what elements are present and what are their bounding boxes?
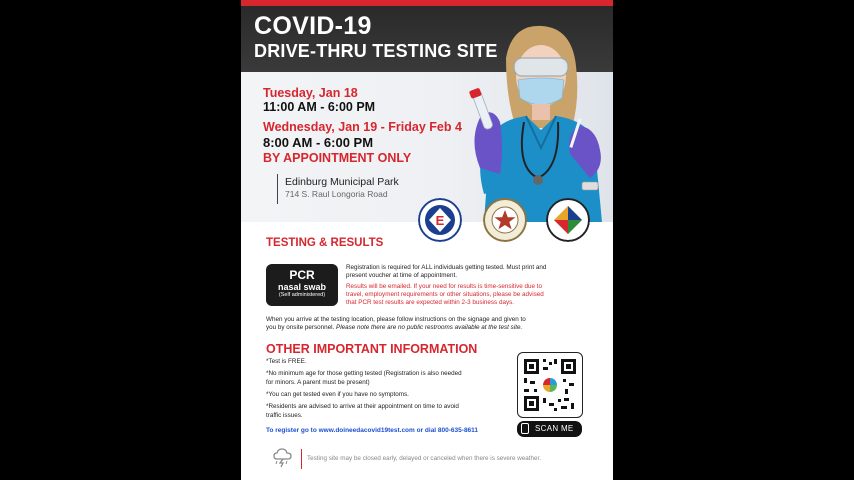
qr-code[interactable] (517, 352, 583, 418)
bullet-age-2: for minors. A parent must be present) (266, 379, 370, 386)
phone-icon (521, 423, 529, 434)
registration-text-2: present voucher at time of appointment. (346, 272, 457, 279)
schedule-day-2: Wednesday, Jan 19 - Friday Feb 4 (263, 120, 462, 134)
bullet-free: *Test is FREE. (266, 358, 307, 365)
svg-text:E: E (435, 213, 445, 228)
results-text-2: travel, employment requirements or other situations, please be advised (346, 291, 544, 298)
storm-cloud-icon (272, 446, 294, 468)
results-text-1: Results will be emailed. If your need for results is time-sensitive due to (346, 283, 542, 290)
bullet-arrive-1: *Residents are advised to arrive at their appointment on time to avoid (266, 403, 459, 410)
weather-disclaimer: Testing site may be closed early, delayed or canceled when there is severe weather. (301, 449, 541, 469)
scan-me-badge[interactable] (517, 421, 582, 437)
bullet-symptoms: *You can get tested even if you have no symptoms. (266, 391, 409, 398)
county-of-hidalgo-seal (483, 198, 527, 242)
location-address: 714 S. Raul Longoria Road (285, 189, 388, 199)
other-info-heading: OTHER IMPORTANT INFORMATION (266, 342, 478, 356)
pcr-badge-note: (Self administered) (278, 292, 326, 298)
schedule-time-2: 8:00 AM - 6:00 PM (263, 135, 374, 150)
arrival-text-2a: you by onsite personnel. (266, 324, 337, 331)
qr-code-icon (518, 353, 582, 417)
pcr-badge-subtitle: nasal swab (277, 282, 327, 292)
registration-text-1: Registration is required for ALL individuals getting tested. Must print and (346, 264, 547, 271)
testing-results-heading: TESTING & RESULTS (266, 237, 384, 249)
nurse-illustration (454, 18, 609, 222)
flyer (241, 0, 613, 480)
schedule-time-1: 11:00 AM - 6:00 PM (263, 100, 376, 114)
arrival-text-1: When you arrive at the testing location, please follow instructions on the signage and given to (266, 316, 526, 323)
emergency-management-seal (546, 198, 590, 242)
restroom-note: Please note there are no public restrooms available at the test site. (336, 324, 523, 331)
pcr-badge (266, 264, 338, 306)
bullet-arrive-2: traffic issues. (266, 412, 303, 419)
title-line-1: COVID-19 (254, 12, 372, 40)
results-text-3: that PCR test results are expected within 2-3 business days. (346, 299, 514, 306)
city-of-edinburg-seal (418, 198, 462, 242)
bullet-age-1: *No minimum age for those getting tested (Registration is also needed (266, 370, 462, 377)
scan-me-label: SCAN ME (535, 424, 574, 433)
schedule-day-1: Tuesday, Jan 18 (263, 86, 358, 100)
register-link[interactable]: To register go to www.doineedacovid19test.com or dial 800-635-8611 (266, 427, 479, 434)
location-name: Edinburg Municipal Park (285, 176, 399, 188)
location-block (277, 174, 399, 204)
pcr-badge-title: PCR (289, 268, 315, 282)
appointment-note: BY APPOINTMENT ONLY (263, 151, 412, 165)
title-line-2: DRIVE-THRU TESTING SITE (254, 41, 498, 61)
arrival-text-2 (266, 324, 522, 332)
